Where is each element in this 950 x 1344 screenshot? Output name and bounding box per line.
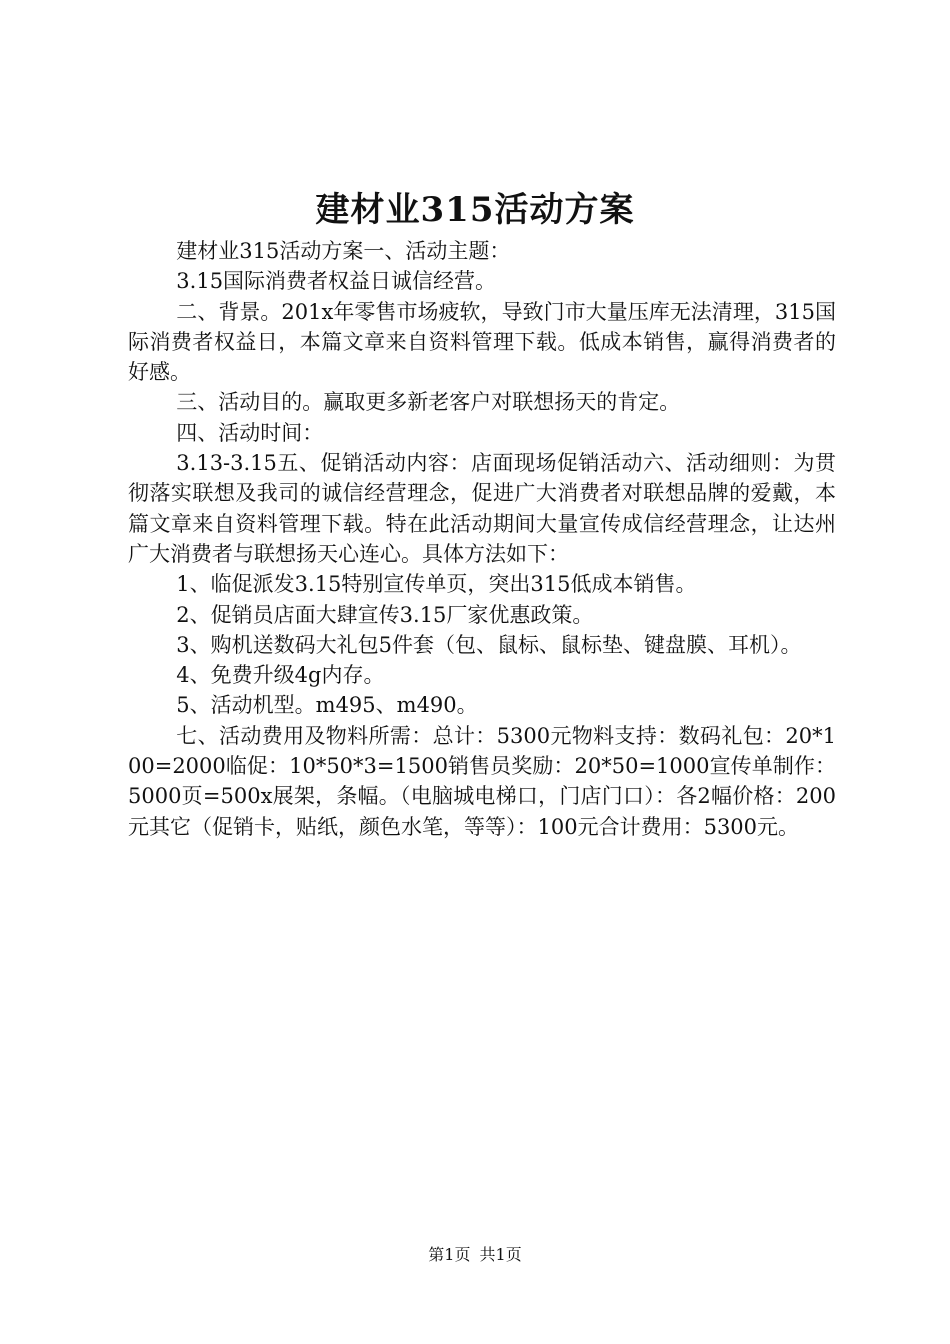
paragraph-purpose: 三、活动目的。赢取更多新老客户对联想扬天的肯定。: [176, 390, 681, 415]
document-title: 建材业315活动方案: [315, 190, 635, 230]
page-footer: [0, 1243, 950, 1267]
list-item-1: 1、临促派发3.15特别宣传单页，突出315低成本销售。: [176, 572, 697, 597]
list-item-3: 3、购机送数码大礼包5件套（包、鼠标、鼠标垫、键盘膜、耳机）。: [176, 632, 802, 657]
list-item-2: 2、促销员店面大肆宣传3.15厂家优惠政策。: [176, 602, 594, 627]
list-item-5: 5、活动机型。m495、m490。: [176, 693, 478, 718]
page-number: 第1页: [428, 1245, 471, 1264]
page-total: 共1页: [479, 1245, 522, 1264]
document-body: [128, 236, 836, 842]
paragraph-background: 二、背景。201x年零售市场疲软，导致门市大量压库无法清理，315国际消费者权益日，本篇文章来自资料管理下载。低成本销售，赢得消费者的好感。: [128, 299, 836, 385]
paragraph-costs: 七、活动费用及物料所需：总计：5300元物料支持：数码礼包：20*100=2000临促：10*50*3=1500销售员奖励：20*50=1000宣传单制作：5000页=500x展架，条幅。（电脑城电梯口，门店门口）：各2幅价格：200元其它（促销卡，贴纸，颜色水笔，等等）：100元合计费用：5300元。: [128, 723, 836, 839]
paragraph-theme: 3.15国际消费者权益日诚信经营。: [176, 269, 497, 294]
paragraph-time-details: 3.13-3.15五、促销活动内容：店面现场促销活动六、活动细则：为贯彻落实联想及我司的诚信经营理念，促进广大消费者对联想品牌的爱戴，本篇文章来自资料管理下载。特在此活动期间大量宣传成信经营理念，让达州广大消费者与联想扬天心连心。具体方法如下：: [128, 451, 836, 566]
paragraph-time-heading: 四、活动时间：: [176, 420, 324, 445]
paragraph-theme-heading: 建材业315活动方案一、活动主题：: [176, 239, 511, 263]
list-item-4: 4、免费升级4g内存。: [176, 663, 385, 688]
